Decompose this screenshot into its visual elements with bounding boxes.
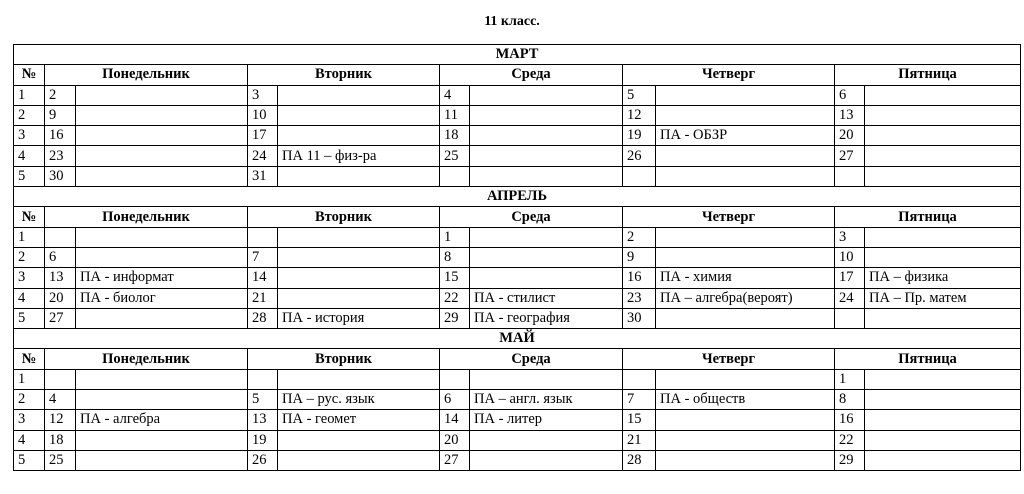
week-row bbox=[14, 430, 1021, 450]
date-cell bbox=[835, 166, 865, 186]
schedule-body bbox=[14, 45, 1021, 471]
date-cell: 18 bbox=[440, 126, 470, 146]
event-cell bbox=[656, 450, 835, 470]
event-cell bbox=[278, 288, 440, 308]
event-cell: ПА - химия bbox=[656, 268, 835, 288]
event-cell bbox=[656, 247, 835, 267]
week-number-cell: 4 bbox=[14, 146, 45, 166]
event-cell bbox=[656, 430, 835, 450]
date-cell: 27 bbox=[45, 308, 76, 328]
event-cell bbox=[865, 166, 1021, 186]
week-number-cell: 4 bbox=[14, 430, 45, 450]
date-cell: 7 bbox=[248, 247, 278, 267]
month-title: МАРТ bbox=[14, 45, 1021, 65]
event-cell bbox=[656, 410, 835, 430]
date-cell: 18 bbox=[45, 430, 76, 450]
date-cell: 10 bbox=[835, 247, 865, 267]
weekday-header: Четверг bbox=[623, 65, 835, 85]
weekday-header: Пятница bbox=[835, 207, 1021, 227]
date-cell: 16 bbox=[835, 410, 865, 430]
event-cell bbox=[470, 105, 623, 125]
week-row bbox=[14, 105, 1021, 125]
date-cell: 5 bbox=[623, 85, 656, 105]
event-cell bbox=[76, 390, 248, 410]
event-cell bbox=[278, 268, 440, 288]
week-number-cell: 3 bbox=[14, 410, 45, 430]
date-cell: 19 bbox=[248, 430, 278, 450]
weekday-header: Четверг bbox=[623, 207, 835, 227]
date-cell bbox=[45, 227, 76, 247]
event-cell: ПА - алгебра bbox=[76, 410, 248, 430]
event-cell: ПА – физика bbox=[865, 268, 1021, 288]
weekday-header-row bbox=[14, 207, 1021, 227]
week-row bbox=[14, 288, 1021, 308]
event-cell bbox=[470, 430, 623, 450]
date-cell: 14 bbox=[248, 268, 278, 288]
event-cell bbox=[470, 227, 623, 247]
date-cell: 1 bbox=[440, 227, 470, 247]
week-number-cell: 3 bbox=[14, 126, 45, 146]
event-cell bbox=[278, 450, 440, 470]
event-cell: ПА - геомет bbox=[278, 410, 440, 430]
event-cell bbox=[865, 85, 1021, 105]
weekday-header: Понедельник bbox=[45, 207, 248, 227]
date-cell: 14 bbox=[440, 410, 470, 430]
date-cell: 20 bbox=[440, 430, 470, 450]
week-row bbox=[14, 227, 1021, 247]
date-cell: 4 bbox=[440, 85, 470, 105]
document-title: 11 класс. bbox=[484, 14, 540, 29]
event-cell bbox=[76, 369, 248, 389]
event-cell: ПА – алгебра(вероят) bbox=[656, 288, 835, 308]
week-number-cell: 2 bbox=[14, 105, 45, 125]
event-cell bbox=[656, 146, 835, 166]
week-number-cell: 1 bbox=[14, 227, 45, 247]
date-cell: 17 bbox=[835, 268, 865, 288]
week-number-cell: 5 bbox=[14, 450, 45, 470]
event-cell bbox=[656, 166, 835, 186]
event-cell bbox=[76, 126, 248, 146]
event-cell bbox=[76, 85, 248, 105]
event-cell bbox=[470, 85, 623, 105]
week-number-cell: 5 bbox=[14, 308, 45, 328]
event-cell bbox=[865, 247, 1021, 267]
event-cell: ПА - информат bbox=[76, 268, 248, 288]
event-cell bbox=[865, 369, 1021, 389]
date-cell: 5 bbox=[248, 390, 278, 410]
date-cell: 12 bbox=[623, 105, 656, 125]
event-cell bbox=[865, 390, 1021, 410]
month-title: АПРЕЛЬ bbox=[14, 187, 1021, 207]
weekday-header: Понедельник bbox=[45, 65, 248, 85]
event-cell: ПА - стилист bbox=[470, 288, 623, 308]
date-cell bbox=[45, 369, 76, 389]
event-cell bbox=[656, 308, 835, 328]
week-number-cell: 1 bbox=[14, 369, 45, 389]
event-cell: ПА – Пр. матем bbox=[865, 288, 1021, 308]
week-number-cell: 3 bbox=[14, 268, 45, 288]
week-number-cell: 4 bbox=[14, 288, 45, 308]
event-cell bbox=[865, 105, 1021, 125]
week-number-header: № bbox=[14, 349, 45, 369]
month-row-march bbox=[14, 45, 1021, 65]
event-cell bbox=[865, 430, 1021, 450]
date-cell bbox=[623, 369, 656, 389]
event-cell bbox=[656, 85, 835, 105]
event-cell bbox=[656, 369, 835, 389]
week-row bbox=[14, 268, 1021, 288]
event-cell: ПА - литер bbox=[470, 410, 623, 430]
event-cell bbox=[470, 268, 623, 288]
date-cell: 9 bbox=[45, 105, 76, 125]
event-cell bbox=[76, 146, 248, 166]
date-cell: 16 bbox=[45, 126, 76, 146]
weekday-header: Пятница bbox=[835, 65, 1021, 85]
weekday-header: Вторник bbox=[248, 349, 440, 369]
weekday-header-row bbox=[14, 65, 1021, 85]
date-cell: 29 bbox=[835, 450, 865, 470]
date-cell: 6 bbox=[440, 390, 470, 410]
weekday-header-row bbox=[14, 349, 1021, 369]
date-cell bbox=[440, 166, 470, 186]
weekday-header: Среда bbox=[440, 65, 623, 85]
date-cell: 28 bbox=[623, 450, 656, 470]
event-cell: ПА – англ. язык bbox=[470, 390, 623, 410]
weekday-header: Понедельник bbox=[45, 349, 248, 369]
event-cell bbox=[278, 126, 440, 146]
event-cell bbox=[470, 166, 623, 186]
week-row bbox=[14, 146, 1021, 166]
date-cell: 16 bbox=[623, 268, 656, 288]
date-cell: 7 bbox=[623, 390, 656, 410]
weekday-header: Среда bbox=[440, 349, 623, 369]
date-cell bbox=[835, 308, 865, 328]
date-cell: 29 bbox=[440, 308, 470, 328]
month-row-april bbox=[14, 187, 1021, 207]
date-cell: 21 bbox=[623, 430, 656, 450]
date-cell: 3 bbox=[248, 85, 278, 105]
date-cell bbox=[440, 369, 470, 389]
date-cell: 15 bbox=[440, 268, 470, 288]
week-row bbox=[14, 308, 1021, 328]
date-cell: 6 bbox=[45, 247, 76, 267]
date-cell: 17 bbox=[248, 126, 278, 146]
event-cell bbox=[865, 450, 1021, 470]
event-cell bbox=[470, 450, 623, 470]
event-cell bbox=[278, 105, 440, 125]
date-cell: 24 bbox=[835, 288, 865, 308]
schedule-table bbox=[13, 44, 1021, 471]
date-cell: 1 bbox=[835, 369, 865, 389]
date-cell: 25 bbox=[45, 450, 76, 470]
date-cell: 19 bbox=[623, 126, 656, 146]
date-cell: 26 bbox=[623, 146, 656, 166]
date-cell: 22 bbox=[835, 430, 865, 450]
event-cell bbox=[76, 308, 248, 328]
event-cell: ПА - обществ bbox=[656, 390, 835, 410]
date-cell: 10 bbox=[248, 105, 278, 125]
week-number-cell: 1 bbox=[14, 85, 45, 105]
event-cell bbox=[656, 105, 835, 125]
event-cell bbox=[278, 85, 440, 105]
week-row bbox=[14, 247, 1021, 267]
date-cell: 8 bbox=[835, 390, 865, 410]
date-cell: 20 bbox=[835, 126, 865, 146]
week-row bbox=[14, 390, 1021, 410]
date-cell: 30 bbox=[45, 166, 76, 186]
event-cell bbox=[76, 450, 248, 470]
date-cell: 23 bbox=[45, 146, 76, 166]
date-cell: 13 bbox=[248, 410, 278, 430]
weekday-header: Среда bbox=[440, 207, 623, 227]
week-number-header: № bbox=[14, 65, 45, 85]
date-cell: 22 bbox=[440, 288, 470, 308]
date-cell: 4 bbox=[45, 390, 76, 410]
date-cell: 12 bbox=[45, 410, 76, 430]
event-cell: ПА – рус. язык bbox=[278, 390, 440, 410]
event-cell bbox=[76, 227, 248, 247]
event-cell bbox=[76, 247, 248, 267]
event-cell bbox=[278, 430, 440, 450]
event-cell bbox=[278, 227, 440, 247]
month-title: МАЙ bbox=[14, 329, 1021, 349]
week-number-cell: 2 bbox=[14, 247, 45, 267]
week-row bbox=[14, 166, 1021, 186]
date-cell: 28 bbox=[248, 308, 278, 328]
week-row bbox=[14, 85, 1021, 105]
date-cell: 11 bbox=[440, 105, 470, 125]
event-cell bbox=[865, 410, 1021, 430]
event-cell: ПА - история bbox=[278, 308, 440, 328]
date-cell: 31 bbox=[248, 166, 278, 186]
event-cell bbox=[76, 166, 248, 186]
event-cell: ПА 11 – физ-ра bbox=[278, 146, 440, 166]
date-cell: 27 bbox=[835, 146, 865, 166]
date-cell bbox=[623, 166, 656, 186]
event-cell bbox=[865, 146, 1021, 166]
event-cell bbox=[76, 430, 248, 450]
week-row bbox=[14, 126, 1021, 146]
date-cell bbox=[248, 369, 278, 389]
event-cell: ПА - ОБЗР bbox=[656, 126, 835, 146]
week-number-cell: 2 bbox=[14, 390, 45, 410]
weekday-header: Четверг bbox=[623, 349, 835, 369]
date-cell: 30 bbox=[623, 308, 656, 328]
date-cell: 13 bbox=[835, 105, 865, 125]
date-cell bbox=[248, 227, 278, 247]
date-cell: 9 bbox=[623, 247, 656, 267]
month-row-may bbox=[14, 329, 1021, 349]
weekday-header: Вторник bbox=[248, 65, 440, 85]
date-cell: 20 bbox=[45, 288, 76, 308]
event-cell bbox=[278, 166, 440, 186]
event-cell bbox=[656, 227, 835, 247]
date-cell: 27 bbox=[440, 450, 470, 470]
date-cell: 24 bbox=[248, 146, 278, 166]
event-cell: ПА - география bbox=[470, 308, 623, 328]
date-cell: 8 bbox=[440, 247, 470, 267]
weekday-header: Вторник bbox=[248, 207, 440, 227]
date-cell: 26 bbox=[248, 450, 278, 470]
event-cell bbox=[865, 227, 1021, 247]
event-cell bbox=[470, 369, 623, 389]
date-cell: 2 bbox=[45, 85, 76, 105]
event-cell bbox=[865, 126, 1021, 146]
date-cell: 13 bbox=[45, 268, 76, 288]
event-cell bbox=[470, 126, 623, 146]
event-cell bbox=[278, 247, 440, 267]
date-cell: 2 bbox=[623, 227, 656, 247]
event-cell bbox=[470, 146, 623, 166]
date-cell: 3 bbox=[835, 227, 865, 247]
week-number-cell: 5 bbox=[14, 166, 45, 186]
event-cell bbox=[76, 105, 248, 125]
event-cell bbox=[865, 308, 1021, 328]
week-row bbox=[14, 369, 1021, 389]
event-cell bbox=[470, 247, 623, 267]
event-cell bbox=[278, 369, 440, 389]
week-number-header: № bbox=[14, 207, 45, 227]
date-cell: 25 bbox=[440, 146, 470, 166]
weekday-header: Пятница bbox=[835, 349, 1021, 369]
date-cell: 6 bbox=[835, 85, 865, 105]
date-cell: 21 bbox=[248, 288, 278, 308]
date-cell: 15 bbox=[623, 410, 656, 430]
event-cell: ПА - биолог bbox=[76, 288, 248, 308]
week-row bbox=[14, 450, 1021, 470]
week-row bbox=[14, 410, 1021, 430]
date-cell: 23 bbox=[623, 288, 656, 308]
